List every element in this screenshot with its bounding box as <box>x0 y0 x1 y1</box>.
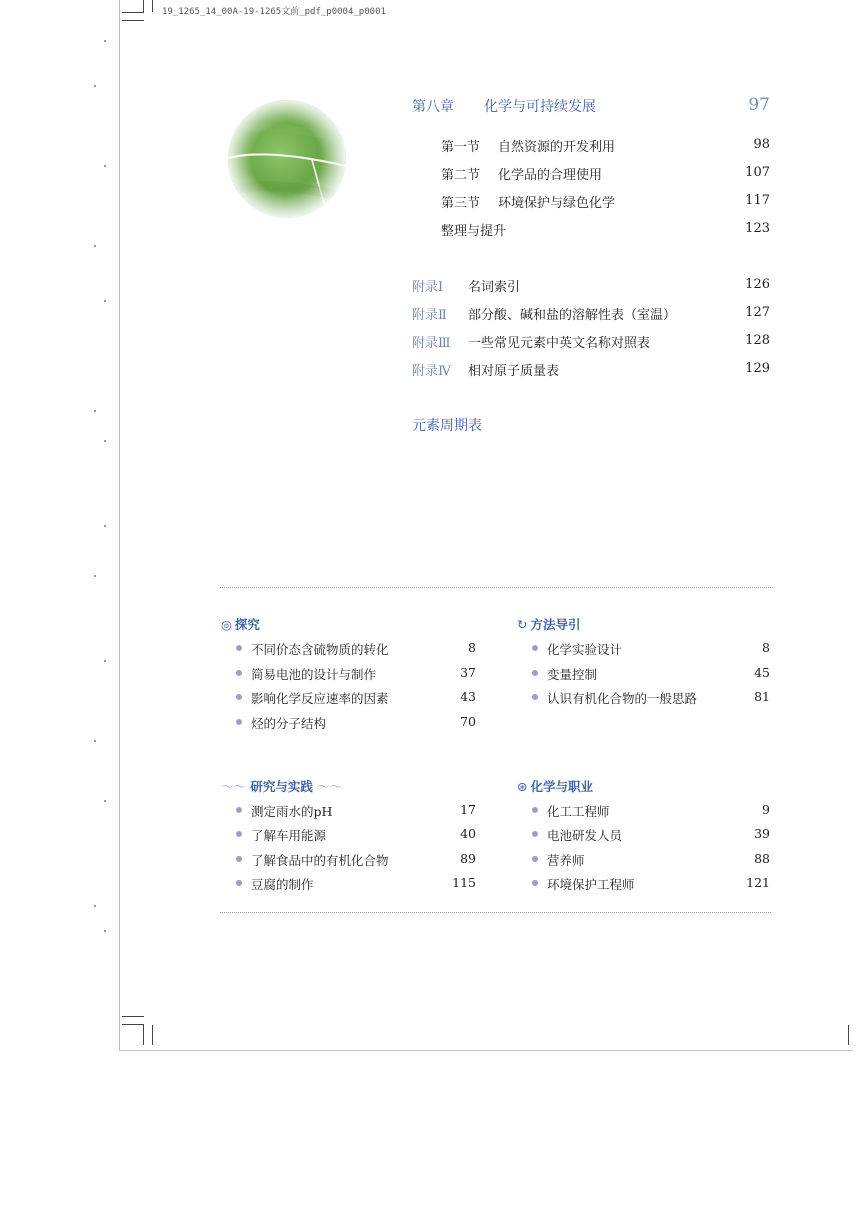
item-label: 化学实验设计 <box>547 642 623 657</box>
review-entry[interactable] <box>441 220 770 240</box>
appendix-title: 部分酸、碱和盐的溶解性表（室温） <box>468 308 677 323</box>
explore-item[interactable] <box>236 640 476 658</box>
appendix-number: 附录Ⅲ <box>412 336 451 351</box>
item-page: 81 <box>754 689 770 704</box>
bullet-icon <box>532 694 538 700</box>
chapter-entry[interactable] <box>412 95 770 119</box>
section-entry[interactable] <box>441 192 770 212</box>
explore-heading <box>221 615 260 633</box>
section-title: 化学品的合理使用 <box>498 168 603 183</box>
item-page: 121 <box>746 875 770 890</box>
bullet-icon <box>236 856 242 862</box>
item-page: 8 <box>468 640 476 655</box>
item-label: 简易电池的设计与制作 <box>251 667 377 682</box>
item-label: 了解食品中的有机化合物 <box>251 853 389 868</box>
bullet-icon <box>532 807 538 813</box>
item-page: 45 <box>754 665 770 680</box>
section-page: 98 <box>753 137 770 152</box>
research-item[interactable] <box>236 802 476 820</box>
bullet-icon <box>236 880 242 886</box>
career-heading <box>517 777 593 795</box>
method-heading <box>517 615 581 633</box>
section-entry[interactable] <box>441 136 770 156</box>
item-label: 不同价态含硫物质的转化 <box>251 642 389 657</box>
item-label: 环境保护工程师 <box>547 877 635 892</box>
chapter-title: 化学与可持续发展 <box>484 99 596 115</box>
appendix-number: 附录Ⅳ <box>412 364 451 379</box>
item-page: 89 <box>460 851 476 866</box>
bullet-icon <box>236 645 242 651</box>
section-page: 117 <box>745 193 770 208</box>
appendix-entry[interactable] <box>412 360 770 380</box>
wave-left-icon: ～～ <box>221 779 247 794</box>
appendix-title: 相对原子质量表 <box>468 364 560 379</box>
section-number: 第一节 <box>441 140 481 155</box>
research-item[interactable] <box>236 826 476 844</box>
wave-right-icon: ～～ <box>317 779 343 794</box>
item-label: 化工工程师 <box>547 804 610 819</box>
appendix-number: 附录Ⅱ <box>412 308 447 323</box>
explore-item[interactable] <box>236 665 476 683</box>
bullet-icon <box>532 831 538 837</box>
explore-item[interactable] <box>236 689 476 707</box>
appendix-page: 128 <box>745 333 770 348</box>
appendix-title: 一些常见元素中英文名称对照表 <box>468 336 651 351</box>
method-icon: ↻ <box>517 617 528 632</box>
research-title: 研究与实践 <box>250 779 313 794</box>
item-label: 烃的分子结构 <box>251 716 327 731</box>
section-page: 107 <box>745 165 770 180</box>
method-item[interactable] <box>532 689 770 707</box>
periodic-table-link[interactable]: 元素周期表 <box>412 418 482 434</box>
explore-item[interactable] <box>236 714 476 732</box>
item-page: 88 <box>754 851 770 866</box>
research-item[interactable] <box>236 875 476 893</box>
item-page: 43 <box>460 689 476 704</box>
research-item[interactable] <box>236 851 476 869</box>
section-number: 第三节 <box>441 196 481 211</box>
item-label: 电池研发人员 <box>547 828 623 843</box>
item-label: 测定雨水的pH <box>251 804 333 819</box>
section-entry[interactable] <box>441 164 770 184</box>
bullet-icon <box>532 880 538 886</box>
method-item[interactable] <box>532 640 770 658</box>
section-number: 第二节 <box>441 168 481 183</box>
scan-file-label: 19_1265_14_00A-19-1265文前_pdf_p0004_p0001 <box>162 7 386 17</box>
item-label: 变量控制 <box>547 667 598 682</box>
item-label: 认识有机化合物的一般思路 <box>547 691 698 706</box>
career-item[interactable] <box>532 802 770 820</box>
section-title: 环境保护与绿色化学 <box>498 196 616 211</box>
chapter-page: 97 <box>748 95 770 115</box>
item-page: 115 <box>452 875 476 890</box>
career-title: 化学与职业 <box>530 779 593 794</box>
item-label: 影响化学反应速率的因素 <box>251 691 389 706</box>
bullet-icon <box>532 670 538 676</box>
career-item[interactable] <box>532 851 770 869</box>
explore-title: 探究 <box>234 617 260 632</box>
appendix-entry[interactable] <box>412 304 770 324</box>
bullet-icon <box>236 807 242 813</box>
appendix-page: 129 <box>745 361 770 376</box>
research-heading <box>221 777 342 795</box>
item-page: 17 <box>460 802 476 817</box>
item-page: 8 <box>762 640 770 655</box>
bullet-icon <box>236 719 242 725</box>
appendix-entry[interactable] <box>412 276 770 296</box>
dotted-divider-top <box>220 587 771 588</box>
appendix-title: 名词索引 <box>468 280 521 295</box>
appendix-page: 127 <box>745 305 770 320</box>
item-page: 39 <box>754 826 770 841</box>
review-page: 123 <box>745 221 770 236</box>
section-title: 自然资源的开发利用 <box>498 140 616 155</box>
item-page: 70 <box>460 714 476 729</box>
appendix-number: 附录Ⅰ <box>412 280 444 295</box>
method-item[interactable] <box>532 665 770 683</box>
chapter-number: 第八章 <box>412 99 454 115</box>
bullet-icon <box>532 645 538 651</box>
target-icon: ◎ <box>221 617 232 632</box>
item-page: 40 <box>460 826 476 841</box>
career-item[interactable] <box>532 875 770 893</box>
appendix-entry[interactable] <box>412 332 770 352</box>
dotted-divider-bottom <box>220 912 771 913</box>
item-label: 了解车用能源 <box>251 828 327 843</box>
item-label: 豆腐的制作 <box>251 877 314 892</box>
bullet-icon <box>532 856 538 862</box>
people-icon: ⊛ <box>517 779 528 794</box>
item-label: 营养师 <box>547 853 585 868</box>
career-item[interactable] <box>532 826 770 844</box>
item-page: 9 <box>762 802 770 817</box>
review-title: 整理与提升 <box>441 224 507 239</box>
appendix-page: 126 <box>745 277 770 292</box>
landscape-thumbnail-image <box>228 100 346 218</box>
bullet-icon <box>236 831 242 837</box>
item-page: 37 <box>460 665 476 680</box>
method-title: 方法导引 <box>530 617 581 632</box>
bullet-icon <box>236 694 242 700</box>
bullet-icon <box>236 670 242 676</box>
